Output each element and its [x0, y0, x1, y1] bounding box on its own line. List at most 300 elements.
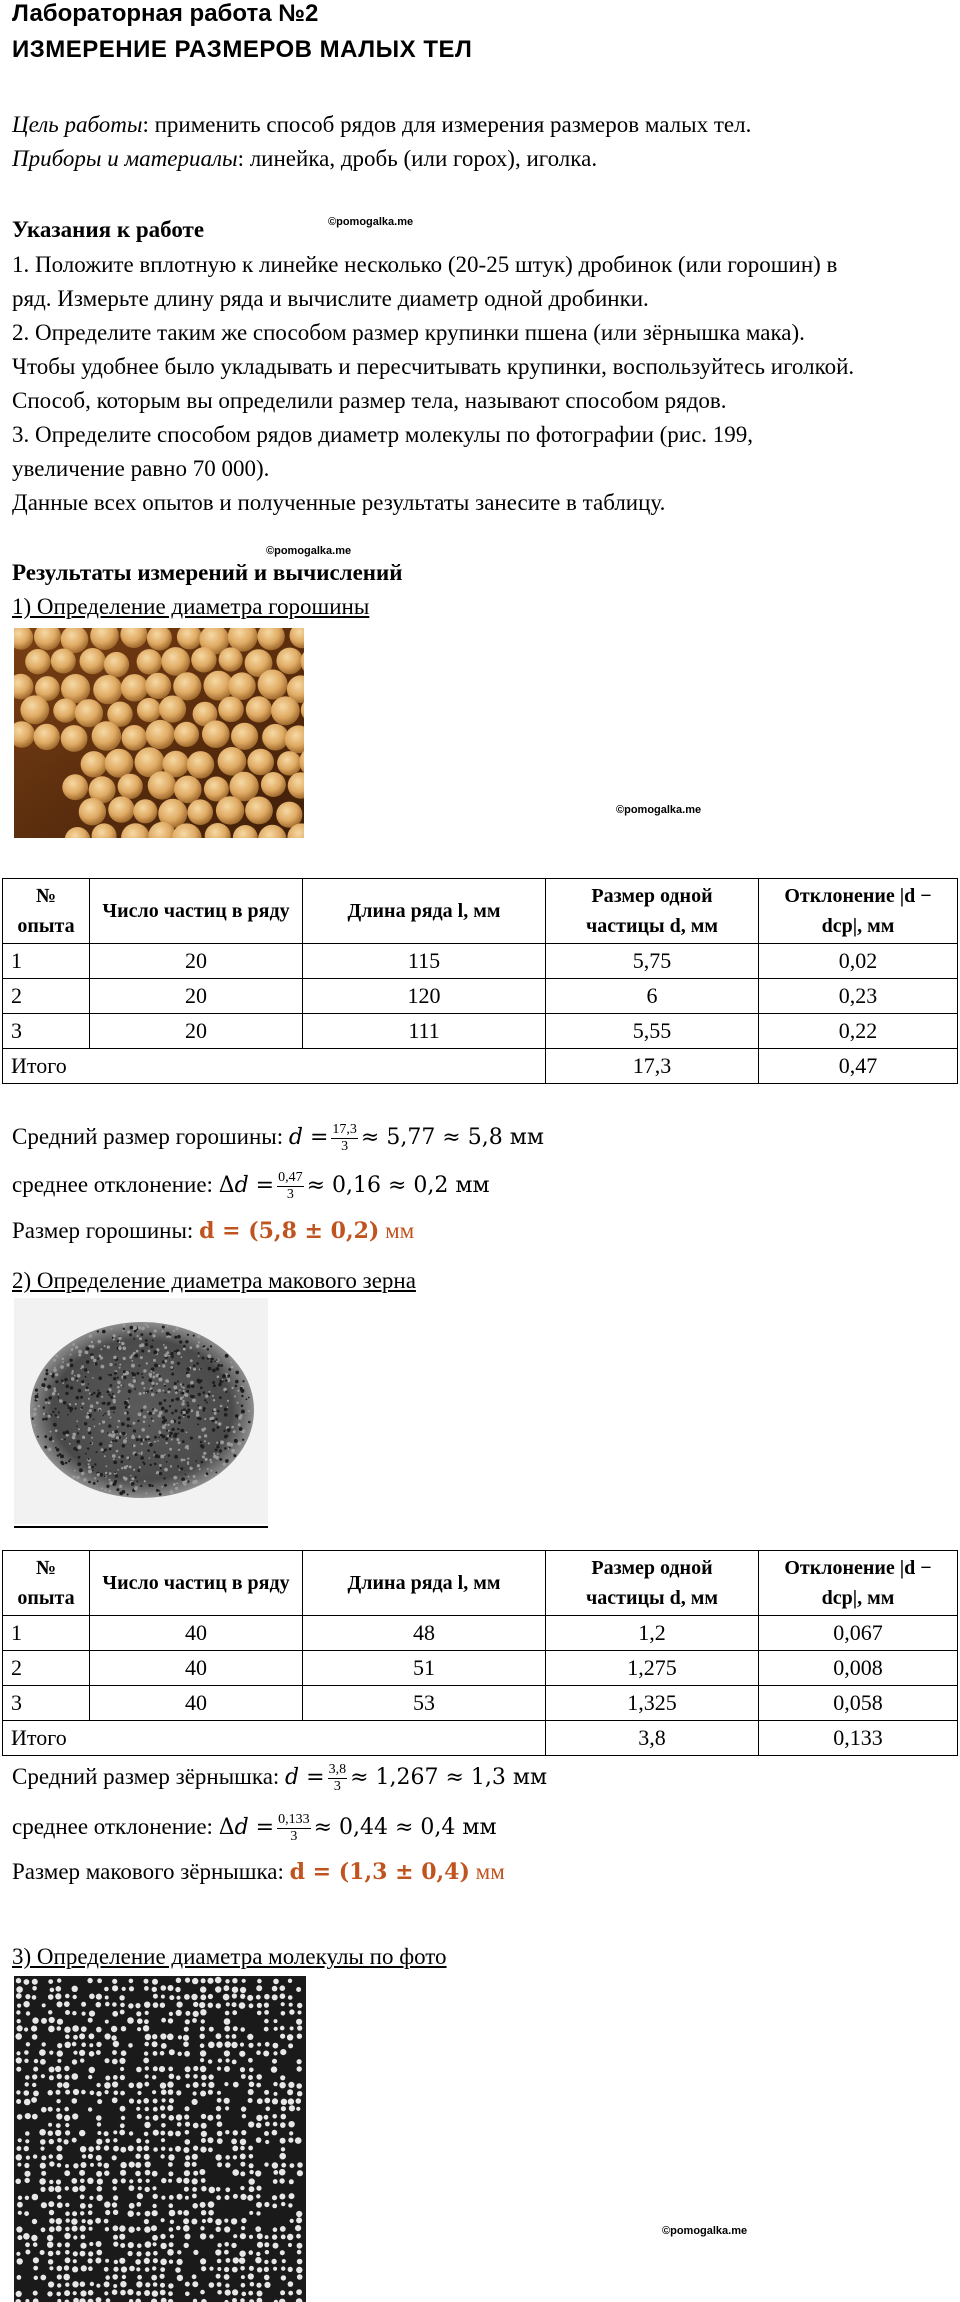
molecule-dot [120, 2123, 125, 2128]
molecule-dot [240, 2146, 245, 2151]
molecule-dot [215, 2249, 221, 2255]
poppy-seed [220, 1405, 223, 1408]
molecule-dot [49, 2154, 53, 2158]
molecule-dot [169, 2012, 173, 2016]
poppy-seed [48, 1402, 51, 1405]
poppy-seed [185, 1340, 188, 1343]
molecule-dot [33, 2154, 37, 2158]
molecule-dot [265, 2250, 269, 2254]
molecule-dot [105, 1996, 109, 2000]
cell-length: 48 [303, 1616, 546, 1651]
molecule-dot [184, 2114, 189, 2119]
poppy-seed [198, 1355, 200, 1357]
poppy-seed [164, 1385, 166, 1387]
molecule-dot [176, 2075, 181, 2080]
molecule-dot [113, 2242, 118, 2247]
poppy-seed [159, 1490, 161, 1492]
poppy-seed [152, 1408, 154, 1410]
molecule-dot [192, 2178, 198, 2184]
molecule-dot [16, 2154, 22, 2160]
molecule-dot [183, 2041, 189, 2047]
poppy-seed [173, 1483, 176, 1486]
poppy-seed [130, 1475, 132, 1477]
molecule-dot [193, 2002, 198, 2007]
molecule-dot [41, 2202, 47, 2208]
molecule-dot [200, 2050, 206, 2056]
poppy-seed [217, 1364, 220, 1367]
poppy-seed [179, 1389, 181, 1391]
poppy-seed [227, 1400, 229, 1402]
molecule-dot [113, 2235, 118, 2240]
molecule-dot [82, 2154, 86, 2158]
poppy-seed [102, 1402, 104, 1404]
poppy-seed [52, 1392, 56, 1396]
molecule-dot [231, 2218, 237, 2224]
poppy-seed [204, 1440, 206, 1442]
molecule-dot [113, 2267, 118, 2272]
poppy-seed [233, 1454, 236, 1457]
poppy-seed [94, 1463, 96, 1465]
molecule-dot [145, 2116, 149, 2120]
molecule-dot [34, 2059, 38, 2063]
poppy-seed [193, 1335, 195, 1337]
molecule-dot [49, 2139, 54, 2144]
poppy-seed [139, 1392, 142, 1395]
molecule-dot [48, 2251, 54, 2257]
poppy-seed [69, 1443, 71, 1445]
molecule-dot [88, 2146, 94, 2152]
poppy-seed [94, 1426, 96, 1428]
poppy-seed [94, 1477, 96, 1479]
pea [121, 674, 148, 701]
poppy-seed [128, 1389, 132, 1393]
molecule-dot [264, 2162, 268, 2166]
poppy-seed [78, 1354, 81, 1357]
poppy-seed [33, 1412, 37, 1416]
poppy-seed [208, 1367, 212, 1371]
col-header-count: Число частиц в ряду [90, 1551, 303, 1616]
molecule-dot [256, 2186, 261, 2191]
molecule-dot [177, 2122, 182, 2127]
poppy-seed [156, 1489, 159, 1492]
molecule-dot [65, 2075, 70, 2080]
poppy-seed [104, 1489, 106, 1491]
poppy-seed [225, 1354, 229, 1358]
poppy-seed [202, 1455, 205, 1458]
poppy-seed [153, 1359, 156, 1362]
molecule-dot [224, 2226, 230, 2232]
poppy-seed [236, 1402, 238, 1404]
pea [122, 725, 148, 751]
poppy-seed [123, 1376, 126, 1379]
poppy-seed [177, 1381, 179, 1383]
molecule-dot [247, 2195, 253, 2201]
molecule-dot [217, 2243, 221, 2247]
poppy-seed [91, 1437, 93, 1439]
molecule-dot [256, 2283, 261, 2288]
poppy-seed [183, 1390, 185, 1392]
molecule-dot [137, 2018, 143, 2024]
molecule-dot [290, 2163, 295, 2168]
molecule-dot [144, 1986, 149, 1991]
molecule-dot [160, 2105, 165, 2110]
tools-line [12, 142, 597, 176]
poppy-seed [89, 1334, 93, 1338]
molecule-dot [129, 2162, 135, 2168]
pea [53, 699, 77, 723]
molecule-dot [281, 2002, 285, 2006]
poppy-seed [64, 1438, 66, 1440]
molecule-dot [281, 2147, 285, 2151]
poppy-seed [158, 1437, 160, 1439]
poppy-seed [181, 1386, 183, 1388]
poppy-seed [197, 1423, 199, 1425]
poppy-seed [140, 1453, 142, 1455]
molecule-dot [113, 2225, 119, 2231]
molecule-dot [208, 2201, 215, 2208]
molecule-dot [248, 2075, 253, 2080]
molecule-dot [90, 2282, 94, 2286]
molecule-dot [72, 2226, 78, 2232]
poppy-seed [200, 1441, 203, 1444]
molecule-dot [65, 2034, 70, 2039]
molecule-dot [96, 2171, 102, 2177]
molecule-dot [23, 2233, 30, 2240]
poppy-seed [185, 1474, 187, 1476]
molecule-dot [33, 2266, 38, 2271]
poppy-seed [53, 1359, 56, 1362]
poppy-seed [227, 1374, 230, 1377]
molecule-dot [119, 2058, 125, 2064]
poppy-seed [51, 1436, 53, 1438]
molecule-dot [145, 2074, 149, 2078]
molecule-dot [257, 2298, 263, 2302]
molecule-dot [233, 2194, 238, 2199]
molecule-dot [82, 2012, 86, 2016]
cell-length: 115 [303, 944, 546, 979]
molecule-dot [49, 2075, 54, 2080]
molecule-dot [208, 2082, 214, 2088]
poppy-seed [133, 1422, 136, 1425]
molecule-dot [177, 2002, 183, 2008]
molecule-dot [217, 2121, 223, 2127]
molecule-dot [113, 2195, 118, 2200]
poppy-seed [123, 1357, 126, 1360]
poppy-seed [148, 1412, 152, 1416]
pea [231, 723, 258, 750]
poppy-seed [198, 1393, 201, 1396]
molecule-dot [41, 2171, 46, 2176]
molecule-dot [152, 2075, 156, 2079]
poppy-seed [121, 1455, 124, 1458]
molecule-dot [161, 2089, 167, 2095]
molecule-dot [16, 2226, 22, 2232]
pea [80, 648, 106, 674]
molecule-dot [56, 2113, 62, 2119]
molecule-dot [272, 2204, 277, 2209]
cell-count: 20 [90, 944, 303, 979]
molecule-dot [32, 2219, 37, 2224]
molecule-dot [17, 2202, 23, 2208]
fraction-numerator: 17,3 [332, 1122, 357, 1138]
molecule-dot [111, 2026, 117, 2032]
pea-final-line [12, 1214, 414, 1248]
molecule-dot [135, 2299, 141, 2302]
molecule-dot [295, 2137, 302, 2144]
poppy-seed [112, 1393, 114, 1395]
molecule-dot [200, 2009, 206, 2015]
poppy-seed [171, 1412, 174, 1415]
molecule-dot [16, 2252, 20, 2256]
molecule-dot [183, 2147, 189, 2153]
molecule-dot [40, 2163, 46, 2169]
pea [108, 796, 134, 822]
poppy-seed [152, 1334, 155, 1337]
poppy-seed [113, 1338, 115, 1340]
poppy-seed [113, 1400, 116, 1403]
molecule-dot [161, 2218, 165, 2222]
molecule-dot [249, 2163, 254, 2168]
poppy-seed [214, 1361, 216, 1363]
molecule-dot [177, 2194, 183, 2200]
poppy-seed [158, 1389, 162, 1393]
molecule-dot [248, 2121, 254, 2127]
molecule-dot [224, 2018, 231, 2025]
poppy-seed [228, 1368, 231, 1371]
poppy-seed [180, 1467, 183, 1470]
molecule-dot [288, 2243, 292, 2247]
molecule-dot [209, 2187, 216, 2194]
molecule-dot [240, 2298, 245, 2302]
poppy-seed [109, 1363, 112, 1366]
molecule-dot [39, 2178, 46, 2185]
poppy-seeds-illustration [14, 1298, 268, 1524]
poppy-seed [110, 1374, 113, 1377]
poppy-seed [163, 1477, 165, 1479]
molecule-dot [96, 2042, 101, 2047]
poppy-seed [107, 1346, 110, 1349]
poppy-seed [100, 1348, 102, 1350]
poppy-seed [44, 1378, 47, 1381]
molecule-dot [264, 2267, 269, 2272]
molecule-dot [168, 2131, 174, 2137]
poppy-seed [143, 1369, 146, 1372]
molecule-dot [56, 2154, 62, 2160]
poppy-seed [108, 1402, 111, 1405]
molecule-dot [185, 2282, 190, 2287]
poppy-average-label: Средний размер зёрнышка: [12, 1764, 286, 1789]
poppy-seed [129, 1326, 133, 1330]
poppy-seed [119, 1367, 121, 1369]
molecule-dot [153, 2258, 158, 2263]
poppy-seed [148, 1378, 152, 1382]
molecule-dot [33, 2298, 39, 2302]
poppy-seed [102, 1330, 106, 1334]
molecule-dot [128, 2003, 133, 2008]
molecule-dot [255, 2170, 261, 2176]
molecule-dot [137, 2243, 142, 2248]
molecule-dot [64, 2107, 69, 2112]
molecule-dot [216, 2195, 221, 2200]
molecule-dot [239, 2258, 245, 2264]
poppy-seed [129, 1466, 132, 1469]
molecule-dot [136, 2267, 140, 2271]
molecule-dot [280, 1985, 286, 1991]
molecule-dot [239, 2251, 245, 2257]
molecule-dot [25, 2075, 30, 2080]
molecule-dot [48, 1994, 54, 2000]
molecule-dot [87, 1978, 92, 1983]
molecule-dot [297, 2250, 302, 2255]
molecule-dot [88, 2290, 94, 2296]
poppy-seed [76, 1425, 78, 1427]
molecule-dot [217, 2290, 222, 2295]
molecule-dot [16, 2010, 20, 2014]
poppy-seed [217, 1410, 219, 1412]
molecule-dot [248, 2043, 253, 2048]
molecule-dot [113, 2138, 117, 2142]
molecule-dot [16, 2291, 22, 2297]
molecule-dot [152, 2210, 158, 2216]
pea [276, 648, 303, 675]
poppy-seed [37, 1436, 39, 1438]
poppy-seed [192, 1399, 196, 1403]
molecule-dot [96, 2139, 102, 2145]
molecule-dot [280, 2049, 286, 2055]
poppy-seed [248, 1421, 251, 1424]
poppy-seed [164, 1346, 167, 1349]
molecule-dot [57, 2001, 63, 2007]
poppy-seed [159, 1493, 162, 1496]
molecule-dot [216, 2106, 221, 2111]
molecule-dot [225, 2283, 229, 2287]
molecule-dot [25, 2139, 29, 2143]
molecule-dot [183, 2035, 189, 2041]
poppy-seed [116, 1488, 119, 1491]
molecule-dot [280, 2034, 285, 2039]
cell-num: 2 [3, 979, 90, 1014]
molecule-dot [73, 2298, 79, 2302]
molecule-dot [169, 2049, 175, 2055]
tools-label: Приборы и материалы [12, 146, 238, 171]
molecule-dot [288, 2203, 292, 2207]
poppy-seed [45, 1398, 48, 1401]
poppy-seed [242, 1439, 244, 1441]
molecule-dot [25, 2178, 30, 2183]
molecule-dot [145, 2241, 152, 2248]
poppy-seed [67, 1414, 69, 1416]
poppy-seed [145, 1438, 148, 1441]
molecule-dot [81, 2162, 87, 2168]
molecule-dot [224, 2050, 230, 2056]
molecule-dot [96, 2146, 101, 2151]
poppy-seed [72, 1433, 76, 1437]
molecule-dot [153, 2147, 158, 2152]
molecule-dot [296, 2234, 301, 2239]
molecule-dot [185, 2196, 189, 2200]
molecule-dot [178, 2052, 182, 2056]
molecule-dot [79, 2130, 85, 2136]
molecule-dot [168, 2018, 173, 2023]
poppy-seed [75, 1407, 77, 1409]
molecule-dot [217, 2091, 221, 2095]
pea [245, 797, 273, 825]
poppy-seed [114, 1472, 116, 1474]
col-header-num: № опыта [3, 1551, 90, 1616]
molecule-dot [225, 2130, 229, 2134]
molecule-dot [128, 2226, 134, 2232]
molecule-dot [129, 2179, 133, 2183]
molecule-dot [80, 2146, 86, 2152]
molecule-dot [232, 1978, 237, 1983]
molecule-dot [41, 2074, 45, 2078]
molecule-dot [57, 1978, 61, 1982]
poppy-seed [168, 1454, 171, 1457]
molecule-dot [57, 2283, 61, 2287]
poppy-seed [192, 1480, 196, 1484]
molecule-dot [216, 2274, 221, 2279]
poppy-seed [149, 1373, 153, 1377]
molecule-dot [96, 2027, 102, 2033]
molecule-dot [87, 2178, 93, 2184]
poppy-seed [159, 1472, 162, 1475]
poppy-seed [190, 1437, 193, 1440]
pea [62, 774, 88, 800]
molecule-dot [136, 2212, 140, 2216]
fraction-numerator: 3,8 [328, 1762, 347, 1778]
molecule-dot [200, 2233, 206, 2239]
molecule-dot [57, 2266, 63, 2272]
molecule-dot [177, 2259, 183, 2265]
molecule-dot [241, 2283, 246, 2288]
poppy-seed [115, 1439, 118, 1442]
molecule-dot [145, 2034, 151, 2040]
poppy-seed [106, 1465, 108, 1467]
molecule-dot [265, 2042, 270, 2047]
molecule-dot [288, 2291, 293, 2296]
poppy-seed [57, 1454, 59, 1456]
poppy-seed [177, 1335, 181, 1339]
poppy-seed [207, 1468, 209, 1470]
molecule-dot [64, 2115, 70, 2121]
molecule-dot [144, 2258, 150, 2264]
molecule-dot [217, 2259, 222, 2264]
poppy-seed [104, 1345, 106, 1347]
molecule-dot [233, 2026, 238, 2031]
poppy-seed [181, 1459, 184, 1462]
poppy-seed [66, 1434, 69, 1437]
molecule-dot [248, 2273, 254, 2279]
molecule-dot [282, 2259, 286, 2263]
molecule-dot [169, 2242, 174, 2247]
molecule-dot [145, 2011, 149, 2015]
instruction-line: 1. Положите вплотную к линейке несколько (20-25 штук) дробинок (или горошин) в [12, 252, 838, 277]
molecule-dot [137, 2146, 143, 2152]
poppy-seed [97, 1358, 99, 1360]
molecule-dot [201, 2186, 206, 2191]
pea-average-line [12, 1120, 544, 1155]
poppy-average-result: ≈ 1,267 ≈ 1,3 мм [350, 1765, 548, 1790]
molecule-dot [168, 1985, 174, 1991]
poppy-seed [66, 1363, 69, 1366]
molecule-dot [15, 2033, 22, 2040]
poppy-seeds-photo [14, 1298, 268, 1524]
poppy-seed [88, 1431, 91, 1434]
poppy-seed [215, 1472, 217, 1474]
poppy-seed [223, 1463, 226, 1466]
poppy-seed [186, 1445, 189, 1448]
poppy-seed [177, 1428, 179, 1430]
